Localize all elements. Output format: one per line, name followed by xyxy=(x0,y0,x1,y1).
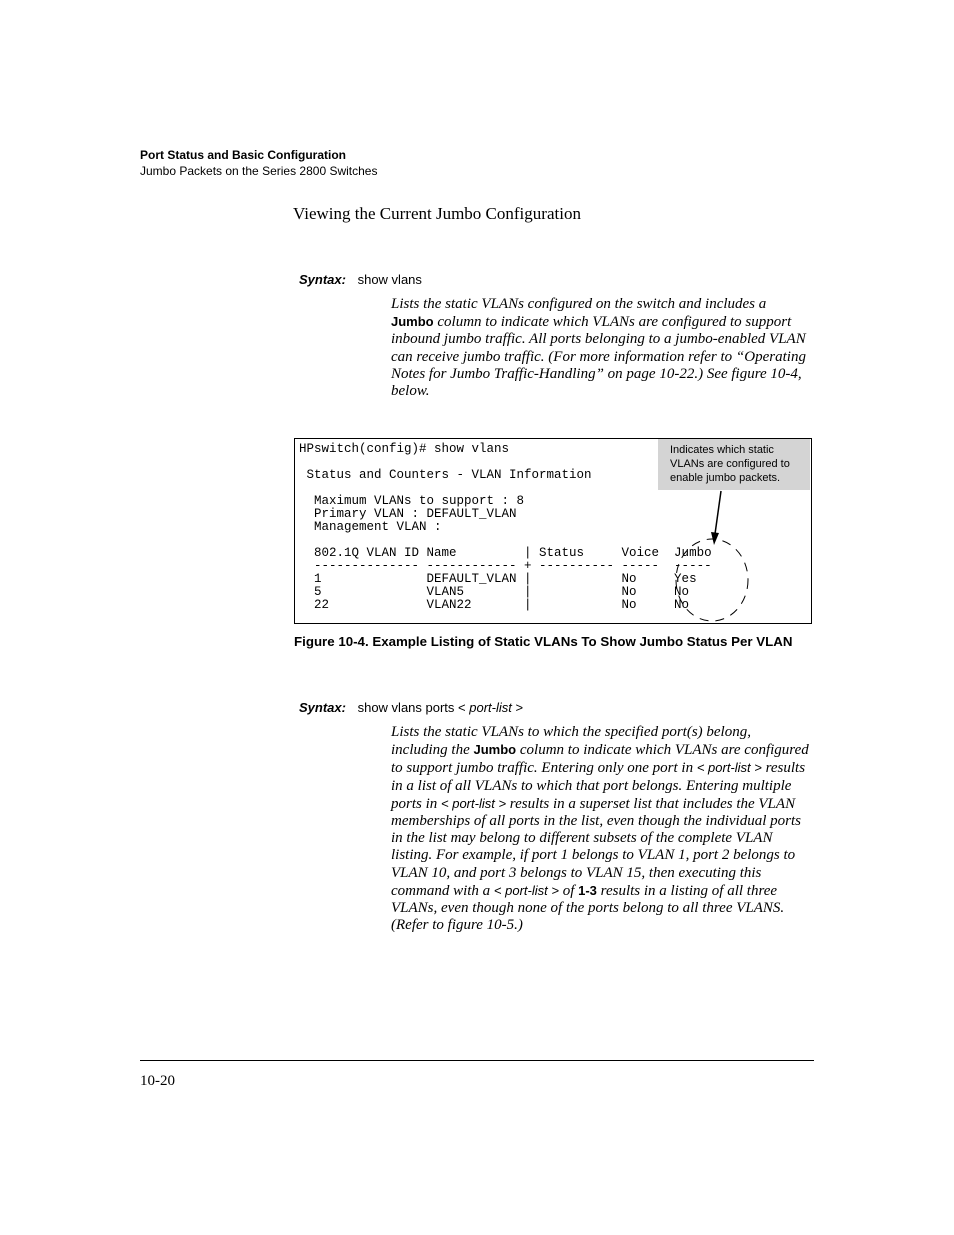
syntax-command-close: > xyxy=(511,700,524,715)
running-header-chapter: Port Status and Basic Configuration xyxy=(140,148,347,162)
syntax-show-vlans-ports xyxy=(299,700,523,715)
desc-text: Lists the static VLANs to which the specified port(s) belong, including the xyxy=(391,724,751,759)
terminal-output xyxy=(295,439,712,612)
syntax-label: Syntax: xyxy=(299,700,346,715)
keyword-port-list: < port-list > xyxy=(493,882,559,898)
terminal-line: 802.1Q VLAN ID Name | Status Voice Jumbo xyxy=(299,546,712,560)
footer-rule xyxy=(140,1060,814,1061)
desc-text: column to indicate which VLANs are configured to support inbound jumbo traffic. All ports belonging to a jumbo-enabled VLAN can receive jumbo traffic. (For more information refer to “Operating Notes for Jumbo Traffic-Handling” on page 10-22.) See figure 10-4, below. xyxy=(391,314,806,400)
terminal-line: Management VLAN : xyxy=(299,520,442,534)
terminal-line: Status and Counters - VLAN Information xyxy=(299,468,592,482)
syntax-command: show vlans xyxy=(357,272,422,287)
syntax-argument: port-list xyxy=(469,700,512,715)
keyword-jumbo: Jumbo xyxy=(473,742,517,758)
syntax-show-vlans xyxy=(299,272,422,287)
section-title: Viewing the Current Jumbo Configuration xyxy=(293,204,581,223)
syntax-show-vlans-ports-description xyxy=(391,724,811,934)
keyword-jumbo: Jumbo xyxy=(391,314,434,330)
terminal-line: 22 VLAN22 | No No xyxy=(299,598,690,612)
figure-caption: Figure 10-4. Example Listing of Static VLANs To Show Jumbo Status Per VLAN xyxy=(294,634,793,649)
desc-text: of xyxy=(558,882,579,899)
desc-text: results in a listing of all three VLANs, even though none of the ports belong to all three VLANS. (Refer to figure 10-5.) xyxy=(391,882,785,934)
syntax-command: show vlans ports < xyxy=(357,700,470,715)
desc-text: results in a list of all VLANs to which that port belongs. Entering multiple ports in xyxy=(391,760,806,812)
desc-text: column to indicate which VLANs are configured to support jumbo traffic. Entering only one port in xyxy=(391,742,809,777)
syntax-show-vlans-description xyxy=(391,296,811,400)
terminal-line: 5 VLAN5 | No No xyxy=(299,585,690,599)
terminal-line: Maximum VLANs to support : 8 xyxy=(299,494,525,508)
syntax-label: Syntax: xyxy=(299,272,346,287)
callout-box: Indicates which static VLANs are configured to enable jumbo packets. xyxy=(658,439,810,490)
keyword-port-list: < port-list > xyxy=(441,795,507,811)
desc-text: Lists the static VLANs configured on the switch and includes a xyxy=(391,296,767,312)
keyword-port-list: < port-list > xyxy=(696,760,762,776)
desc-text: results in a superset list that includes the VLAN memberships of all ports in the list, even though the individual ports in the list may belong to different subsets of the complete VLAN listing. For example, if port 1 belongs to VLAN 1, port 2 belongs to VLAN 10, and port 3 belongs to VLAN 15, then executing this command with a xyxy=(391,795,801,899)
terminal-line: Primary VLAN : DEFAULT_VLAN xyxy=(299,507,517,521)
keyword-range: 1-3 xyxy=(578,882,597,898)
terminal-line: HPswitch(config)# show vlans xyxy=(299,442,510,456)
page-number: 10-20 xyxy=(140,1073,175,1089)
terminal-line: -------------- ------------ + ---------- ----- ----- xyxy=(299,559,712,573)
running-header-section: Jumbo Packets on the Series 2800 Switches xyxy=(140,164,378,178)
terminal-line: 1 DEFAULT_VLAN | No Yes xyxy=(299,572,697,586)
